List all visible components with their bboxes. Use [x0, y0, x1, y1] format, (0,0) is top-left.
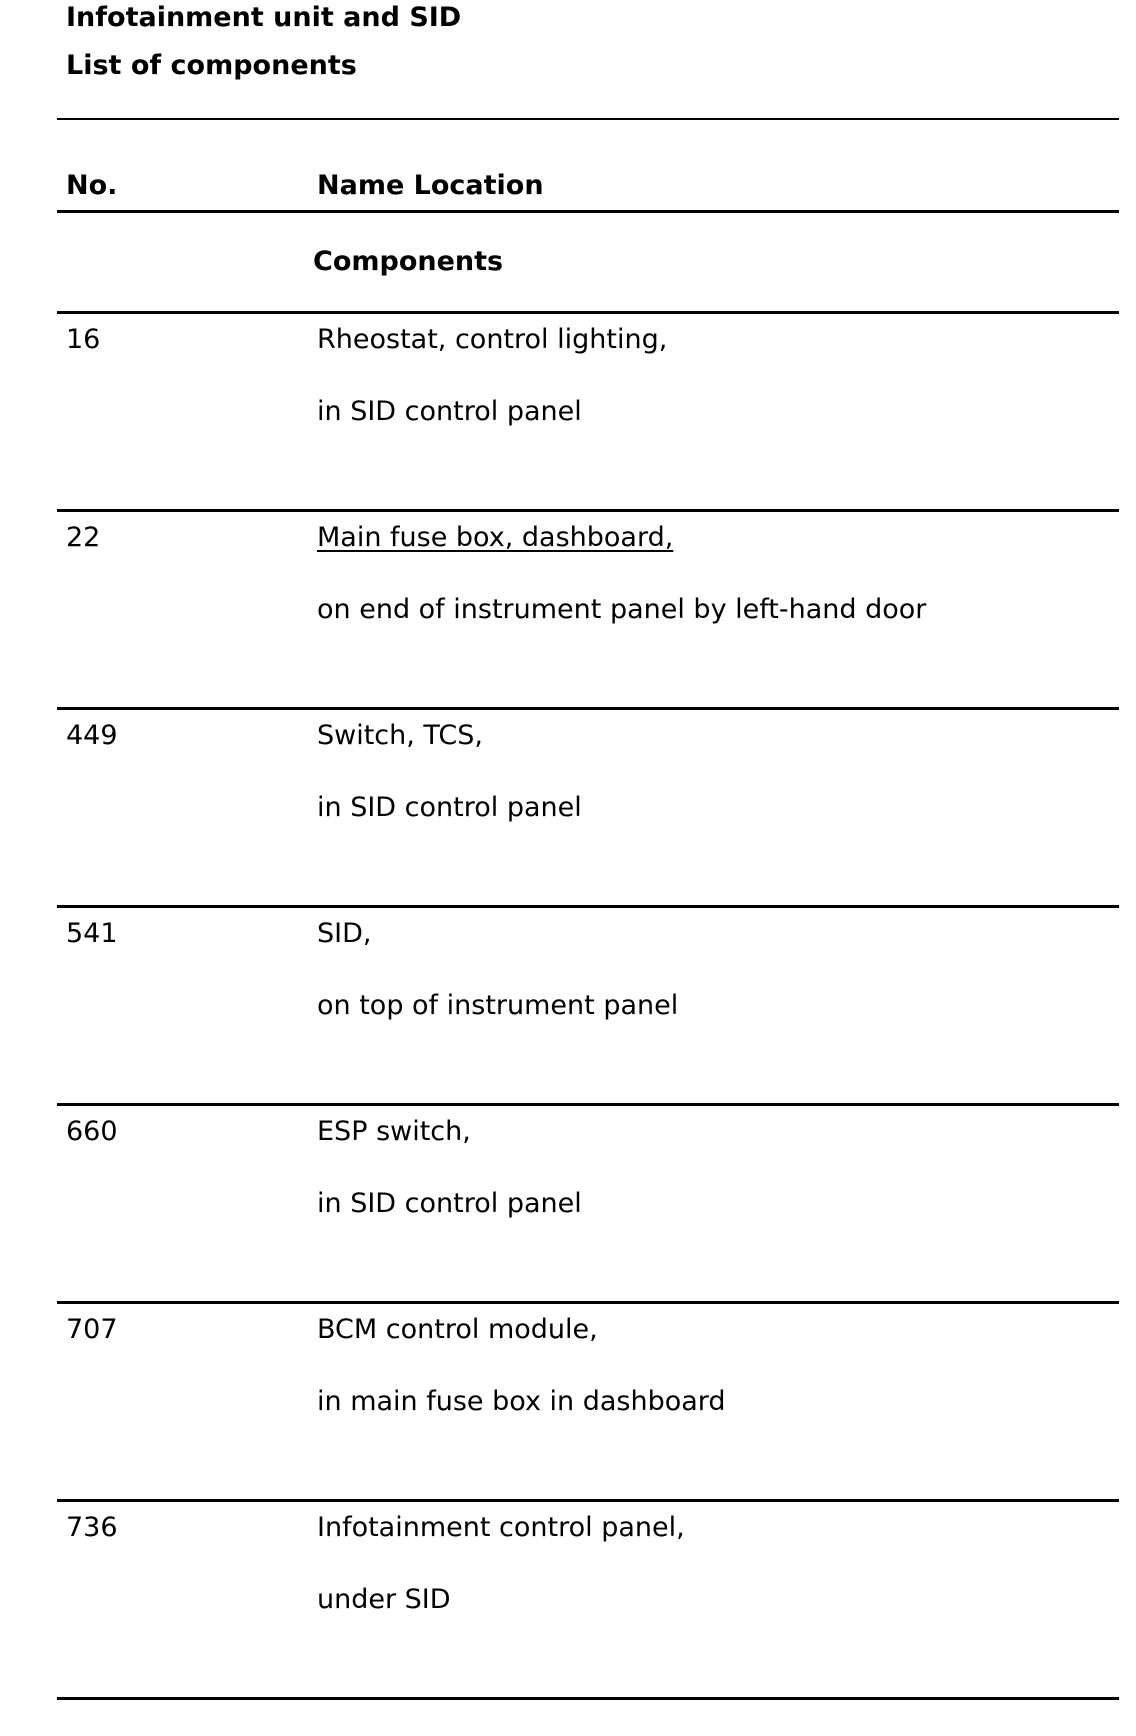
component-name: ESP switch, [317, 1116, 471, 1147]
row-divider [57, 707, 1119, 710]
document-subtitle: List of components [66, 50, 357, 81]
row-number: 22 [66, 522, 101, 553]
column-header-no: No. [66, 170, 118, 201]
component-name-link[interactable]: Main fuse box, dashboard, [317, 522, 674, 553]
section-label: Components [313, 246, 504, 277]
component-location: in SID control panel [317, 396, 582, 427]
section-divider [57, 311, 1119, 314]
header-divider [57, 210, 1119, 213]
row-number: 16 [66, 324, 101, 355]
row-number: 541 [66, 918, 118, 949]
top-divider [57, 118, 1119, 120]
row-divider [57, 1301, 1119, 1304]
bottom-divider [57, 1697, 1119, 1700]
component-location: in SID control panel [317, 792, 582, 823]
component-location: in main fuse box in dashboard [317, 1386, 726, 1417]
component-location: on top of instrument panel [317, 990, 679, 1021]
row-number: 707 [66, 1314, 118, 1345]
row-divider [57, 1499, 1119, 1502]
document-title: Infotainment unit and SID [66, 2, 462, 33]
component-name: BCM control module, [317, 1314, 598, 1345]
row-number: 660 [66, 1116, 118, 1147]
component-name: SID, [317, 918, 372, 949]
row-divider [57, 1103, 1119, 1106]
component-location: in SID control panel [317, 1188, 582, 1219]
component-name: Infotainment control panel, [317, 1512, 685, 1543]
component-location: on end of instrument panel by left-hand door [317, 594, 927, 625]
row-number: 449 [66, 720, 118, 751]
component-name: Switch, TCS, [317, 720, 483, 751]
component-location: under SID [317, 1584, 451, 1615]
row-divider [57, 905, 1119, 908]
row-number: 736 [66, 1512, 118, 1543]
row-divider [57, 509, 1119, 512]
component-name: Rheostat, control lighting, [317, 324, 668, 355]
column-header-name-location: Name Location [317, 170, 544, 201]
